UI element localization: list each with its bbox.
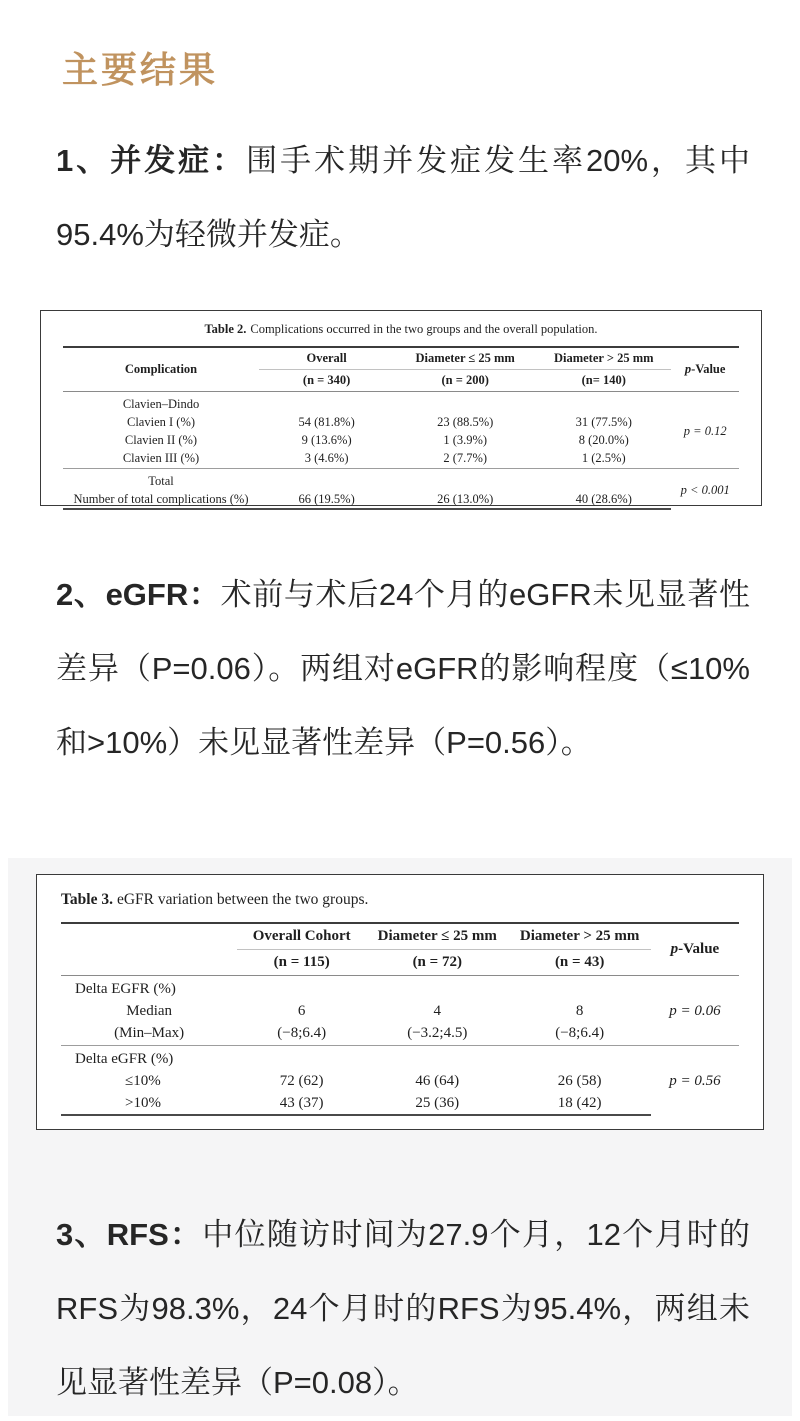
table2-header-diameter-gt25: Diameter > 25 mm	[536, 347, 671, 370]
table3-card	[36, 874, 764, 1130]
point-1-body: 围手术期并发症发生率20%，其中95.4%为轻微并发症。	[56, 143, 750, 252]
table2-header-le25-n: (n = 200)	[394, 370, 536, 392]
empty-cell	[536, 468, 671, 490]
empty-cell	[394, 468, 536, 490]
data-cell: 23 (88.5%)	[437, 415, 494, 429]
data-cell: (−8;6.4)	[555, 1025, 605, 1041]
point-2-paragraph	[56, 558, 750, 780]
table2-header-pvalue-rest: -Value	[691, 362, 726, 376]
data-cell: (−8;6.4)	[277, 1025, 327, 1041]
table3-header-pvalue-italic: p	[670, 941, 679, 957]
row-label: ≤10%	[125, 1072, 161, 1089]
table2-header-complication: Complication	[63, 347, 259, 392]
table2-caption-label: Table 2.	[204, 322, 247, 336]
table2	[63, 346, 739, 510]
data-cell: 54 (81.8%)	[298, 415, 355, 429]
row-label: Median	[126, 1003, 173, 1019]
table2-caption-text: Complications occurred in the two groups and the overall population.	[250, 322, 598, 336]
data-cell: 4	[433, 1003, 442, 1019]
data-cell: 26 (58)	[557, 1072, 602, 1089]
empty-cell	[237, 1045, 366, 1070]
table-row	[61, 1070, 739, 1092]
data-cell: 18 (42)	[508, 1092, 650, 1115]
empty-cell	[508, 1045, 650, 1070]
p-value-cell	[671, 392, 739, 469]
empty-cell	[259, 392, 394, 414]
data-cell: 2 (7.7%)	[443, 451, 488, 465]
table3-header-pvalue-rest: -Value	[678, 941, 720, 957]
row-label: Clavien III (%)	[122, 451, 200, 465]
table3-header-gt25-n: (n = 43)	[508, 950, 650, 976]
empty-cell	[259, 468, 394, 490]
data-cell: 8 (20.0%)	[578, 433, 629, 447]
point-1-paragraph	[56, 124, 750, 272]
row-label: >10%	[61, 1092, 237, 1115]
table3-header-diameter-le25: Diameter ≤ 25 mm	[366, 923, 508, 950]
point-1-label: 1、并发症：	[56, 143, 247, 178]
table3-caption-text: eGFR variation between the two groups.	[116, 891, 369, 908]
page-title: 主要结果	[62, 50, 219, 90]
table-row	[63, 432, 739, 450]
table2-header-diameter-le25: Diameter ≤ 25 mm	[394, 347, 536, 370]
table3-header-blank	[61, 923, 237, 976]
data-cell: 40 (28.6%)	[536, 490, 671, 509]
p-rest: = 0.06	[676, 1003, 721, 1019]
table3	[61, 922, 739, 1116]
row-label: (Min–Max)	[114, 1025, 185, 1041]
empty-cell	[366, 976, 508, 1001]
row-label: Delta EGFR (%)	[75, 981, 176, 997]
table3-header-diameter-gt25: Diameter > 25 mm	[508, 923, 650, 950]
table-row	[63, 490, 739, 509]
table2-header-gt25-n: (n= 140)	[536, 370, 671, 392]
p-value-cell	[651, 1045, 739, 1115]
table-row	[61, 1023, 739, 1046]
table3-caption-label: Table 3.	[61, 891, 113, 908]
p-italic: p	[669, 1003, 677, 1019]
point-3-label: 3、RFS：	[56, 1217, 203, 1252]
data-cell: 9 (13.6%)	[301, 433, 352, 447]
empty-cell	[536, 392, 671, 414]
table3-header-le25-n: (n = 72)	[366, 950, 508, 976]
table-row	[63, 414, 739, 432]
p-italic: p	[669, 1073, 677, 1089]
data-cell: 6	[297, 1003, 306, 1019]
point-2-label: 2、eGFR：	[56, 577, 221, 612]
table2-header-overall: Overall	[259, 347, 394, 370]
table3-header-pvalue	[651, 923, 739, 976]
p-value-cell	[671, 468, 739, 509]
row-label: Clavien II (%)	[124, 433, 198, 447]
data-cell: 8	[575, 1003, 584, 1019]
table-row	[63, 392, 739, 414]
row-label: Clavien I (%)	[127, 415, 196, 429]
point-3-paragraph	[56, 1198, 750, 1420]
data-cell: 43 (37)	[237, 1092, 366, 1115]
row-label: Total	[63, 468, 259, 490]
data-cell: 26 (13.0%)	[394, 490, 536, 509]
data-cell: 25 (36)	[366, 1092, 508, 1115]
row-label: Clavien–Dindo	[122, 397, 200, 411]
data-cell: 66 (19.5%)	[259, 490, 394, 509]
table3-header-overall-n: (n = 115)	[237, 950, 366, 976]
table-row	[61, 976, 739, 1001]
table2-card	[40, 310, 762, 506]
p-value-cell	[651, 976, 739, 1046]
table-row	[61, 1092, 739, 1115]
point-2-body: 术前与术后24个月的eGFR未见显著性差异（P=0.06）。两组对eGFR的影响程度（≤10%和>10%）未见显著性差异（P=0.56）。	[56, 577, 750, 760]
table2-caption	[63, 322, 739, 337]
point-3-body: 中位随访时间为27.9个月，12个月时的RFS为98.3%，24个月时的RFS为95.4%，两组未见显著性差异（P=0.08）。	[56, 1217, 750, 1400]
data-cell: (−3.2;4.5)	[407, 1025, 468, 1041]
empty-cell	[508, 976, 650, 1001]
row-label: Delta eGFR (%)	[61, 1045, 237, 1070]
table3-caption	[61, 891, 739, 909]
p-rest: = 0.12	[690, 424, 727, 438]
p-rest: = 0.56	[676, 1073, 721, 1089]
data-cell: 1 (3.9%)	[443, 433, 488, 447]
table2-header-pvalue-italic: p	[684, 362, 692, 376]
p-rest: < 0.001	[686, 483, 730, 497]
table-row	[61, 1001, 739, 1023]
table3-header-overall-cohort: Overall Cohort	[237, 923, 366, 950]
data-cell: 1 (2.5%)	[581, 451, 626, 465]
empty-cell	[394, 392, 536, 414]
table-row	[61, 1045, 739, 1070]
row-label: Number of total complications (%)	[63, 490, 259, 509]
table-row	[63, 450, 739, 469]
empty-cell	[237, 976, 366, 1001]
data-cell: 31 (77.5%)	[575, 415, 632, 429]
table2-header-pvalue	[671, 347, 739, 392]
data-cell: 3 (4.6%)	[304, 451, 349, 465]
table-row	[63, 468, 739, 490]
p-italic: p	[680, 483, 687, 497]
empty-cell	[366, 1045, 508, 1070]
table2-header-overall-n: (n = 340)	[259, 370, 394, 392]
data-cell: 46 (64)	[415, 1072, 460, 1089]
data-cell: 72 (62)	[279, 1072, 324, 1089]
p-italic: p	[683, 424, 691, 438]
